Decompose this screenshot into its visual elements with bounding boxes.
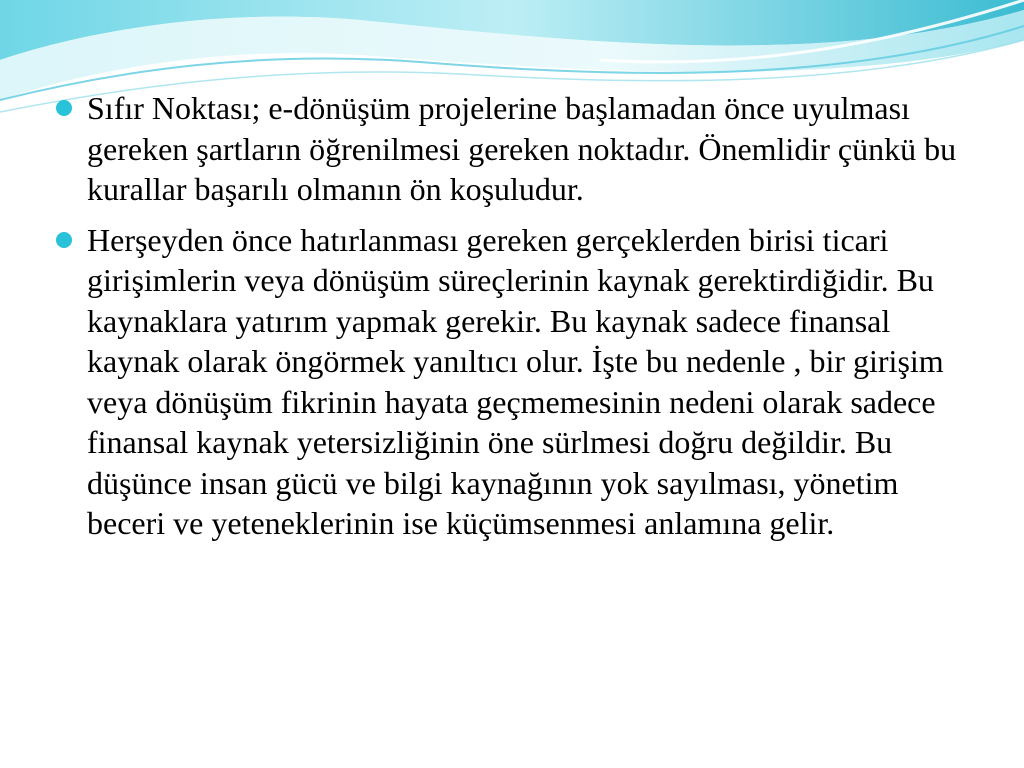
slide-body	[56, 88, 976, 554]
bullet-item-1	[56, 88, 976, 210]
bullet-item-2	[56, 220, 976, 544]
bullet-text-2: Herşeyden önce hatırlanması gereken gerçeklerden birisi ticari girişimlerin veya dönüşüm süreçlerinin kaynak gerektirdiğidir. Bu kaynaklara yatırım yapmak gerekir. Bu kaynak sadece finansal kaynak olarak öngörmek yanıltıcı olur. İşte bu nedenle , bir girişim veya dönüşüm fikrinin hayata geçmemesinin nedeni olarak sadece finansal kaynak yetersizliğinin öne sürlmesi doğru değildir. Bu düşünce insan gücü ve bilgi kaynağının yok sayılması, yönetim beceri ve yeteneklerinin ise küçümsenmesi anlamına gelir.	[87, 221, 944, 541]
bullet-dot-icon	[56, 100, 72, 116]
bullet-dot-icon	[56, 232, 72, 248]
bullet-text-1: Sıfır Noktası; e-dönüşüm projelerine başlamadan önce uyulması gereken şartların öğrenilmesi gereken noktadır. Önemlidir çünkü bu kurallar başarılı olmanın ön koşuludur.	[87, 90, 957, 207]
